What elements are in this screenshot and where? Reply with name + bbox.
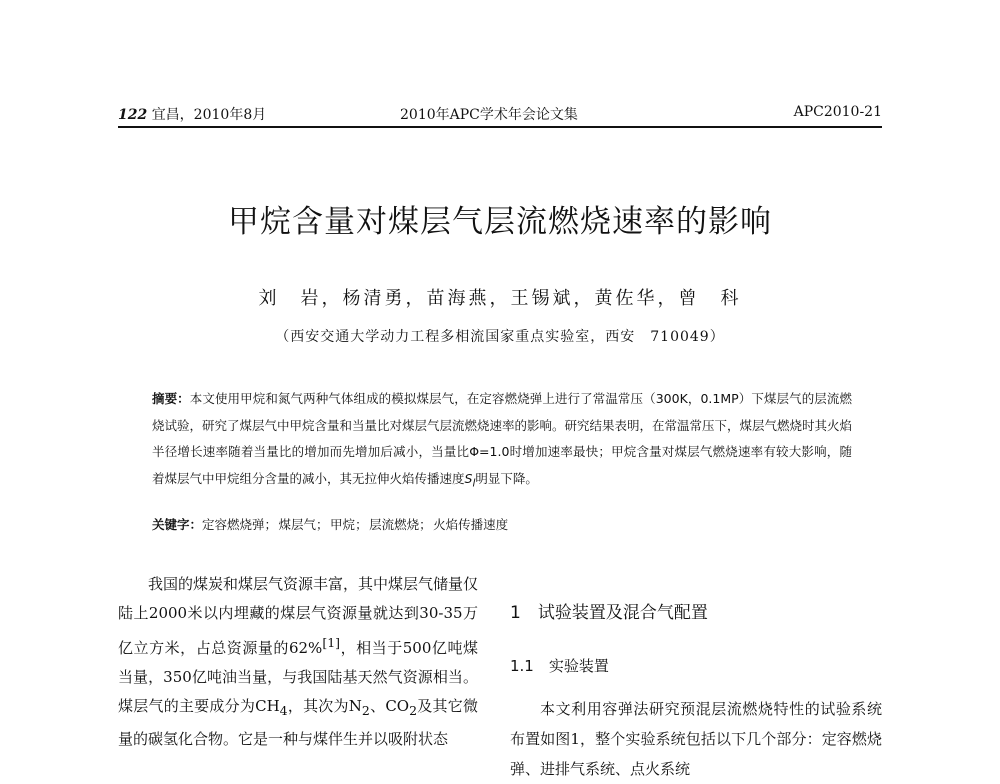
paper-title: 甲烷含量对煤层气层流燃烧速率的影响 [228, 204, 772, 240]
keywords: 关键字：定容燃烧弹；煤层气；甲烷；层流燃烧；火焰传播速度 [152, 517, 509, 532]
keyword: 甲烷 [330, 517, 356, 532]
sl-symbol: $S_l$ [464, 470, 476, 489]
header-rule [118, 126, 882, 128]
author-list: 刘 岩，杨清勇，苗海燕，王锡斌，黄佐华，曾 科 [258, 288, 742, 309]
section-heading-1-1: 1.1 实验装置 [510, 657, 609, 675]
abstract-text: 本文使用甲烷和氮气两种气体组成的模拟煤层气，在定容燃烧弹上进行了常温常压（300K，0.1MP）下煤层气的层流燃烧试验，研究了煤层气中甲烷含量和当量比对煤层气层流燃烧速率的影响。研究结果表明，在常温常压下，煤层气燃烧时其火焰半径增长速率随着当量比的增加而先增加后减小，当量比Φ=1.0时增加速率最快；甲烷含量对煤层气燃烧速率有较大影响，随着煤层气中甲烷组分含量的减小，其无拉伸火焰传播速度 [152, 391, 853, 486]
affiliation: （西安交通大学动力工程多相流国家重点实验室，西安 710049） [275, 329, 725, 345]
keyword: 煤层气 [278, 517, 317, 532]
keyword: 定容燃烧弹 [202, 517, 265, 532]
running-header [118, 104, 882, 126]
citation: [1] [322, 635, 341, 650]
intro-paragraph: 我国的煤炭和煤层气资源丰富，其中煤层气储量仅陆上2000米以内埋藏的煤层气资源量就达到30-35万亿立方米，占总资源量的62%[1]，相当于500亿吨煤当量，350亿吨油当量，与我国陆基天然气资源相当。煤层气的主要成分为$CH_4$，其次为$N_2$、$CO_2$及其它微量的碳氢化合物。它是一种与煤伴生并以吸附状态 [118, 575, 479, 748]
abstract [152, 386, 852, 497]
paper-code: APC2010-21 [793, 104, 882, 120]
keyword: 层流燃烧 [369, 517, 420, 532]
abstract-text-end: 明显下降。 [475, 470, 538, 486]
sl-subscript: l [472, 477, 476, 489]
page-number: 122 [118, 107, 148, 123]
keywords-label: 关键字： [152, 517, 203, 532]
header-left [118, 104, 266, 124]
keyword: 火焰传播速度 [433, 517, 509, 532]
section-heading-1: 1 试验装置及混合气配置 [510, 603, 708, 623]
conference-location-date: 宜昌，2010年8月 [151, 107, 267, 123]
proceedings-name: 2010年APC学术年会论文集 [400, 107, 578, 123]
abstract-label: 摘要： [152, 391, 190, 406]
apparatus-paragraph: 本文利用容弹法研究预混层流燃烧特性的试验系统布置如图1，整个实验系统包括以下几个部分：定容燃烧弹、进排气系统、点火系统 [510, 700, 882, 778]
